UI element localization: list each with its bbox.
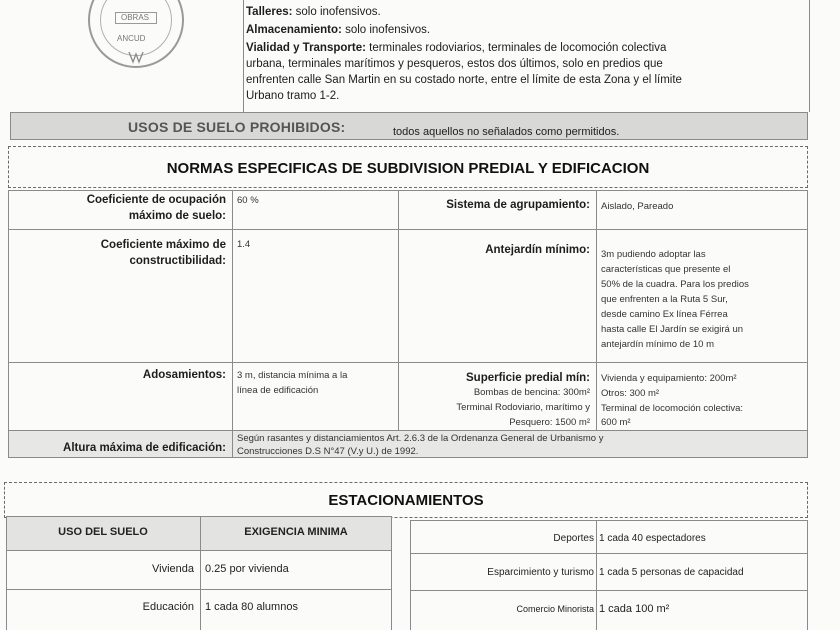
agrupamiento-value: Aislado, Pareado <box>601 201 674 212</box>
signature-mark <box>128 50 146 64</box>
superficie-label: Superficie predial mín: <box>466 372 590 384</box>
uses-vialidad-line3: enfrenten calle San Martin en su costado norte, entre el límite de esta Zona y el límite <box>246 74 682 86</box>
grid-v3 <box>596 190 597 430</box>
agrupamiento-label: Sistema de agrupamiento: <box>446 199 590 211</box>
seal-word-top: OBRAS <box>121 13 150 22</box>
uses-vialidad-line2: urbana, terminales marítimos y pesqueros, estos dos últimos, solo en predios que <box>246 58 663 70</box>
right-row-3-req: 1 cada 100 m² <box>599 603 670 615</box>
left-row-1-req: 0.25 por vivienda <box>205 563 289 575</box>
superficie-right-2: Otros: 300 m² <box>601 388 660 399</box>
parking-right-h2 <box>410 590 808 591</box>
coef-constructibilidad-label-1: Coeficiente máximo de <box>100 239 226 251</box>
coef-ocupacion-value: 60 % <box>237 195 259 206</box>
right-row-2-use: Esparcimiento y turismo <box>487 567 594 578</box>
antejardin-line-5: desde camino Ex línea Férrea <box>601 309 728 320</box>
antejardin-line-3: 50% de la cuadra. Para los predios <box>601 279 749 290</box>
grid-h2 <box>8 362 808 363</box>
col-header-use: USO DEL SUELO <box>58 526 148 538</box>
uses-almacenamiento <box>246 22 806 38</box>
coef-ocupacion-label-2: máximo de suelo: <box>128 210 226 222</box>
superficie-left-3: Pesquero: 1500 m² <box>509 417 590 428</box>
parking-title: ESTACIONAMIENTOS <box>328 492 484 509</box>
vialidad-label: Vialidad y Transporte: <box>246 42 366 54</box>
coef-constructibilidad-value: 1.4 <box>237 239 251 250</box>
right-row-2-req: 1 cada 5 personas de capacidad <box>599 567 744 578</box>
altura-line-2: Construcciones D.S N°47 (V.y U.) de 1992. <box>237 446 419 457</box>
antejardin-label: Antejardín mínimo: <box>485 244 590 256</box>
vialidad-text-1: terminales rodoviarios, terminales de locomoción colectiva <box>369 42 667 54</box>
prohibited-text: todos aquellos no señalados como permitidos. <box>393 126 620 138</box>
talleres-value: solo inofensivos. <box>295 6 381 18</box>
superficie-right-4: 600 m² <box>601 417 631 428</box>
superficie-right-1: Vivienda y equipamiento: 200m² <box>601 373 737 384</box>
antejardin-line-4: que enfrenten a la Ruta 5 Sur, <box>601 294 728 305</box>
grid-v1 <box>232 190 233 458</box>
grid-h1 <box>8 229 808 230</box>
right-row-1-use: Deportes <box>553 533 594 544</box>
superficie-right-3: Terminal de locomoción colectiva: <box>601 403 744 414</box>
grid-h3 <box>8 430 808 431</box>
grid-v2 <box>398 190 399 430</box>
parking-right-h1 <box>410 553 808 554</box>
altura-label: Altura máxima de edificación: <box>63 442 226 454</box>
antejardin-line-7: antejardín mínimo de 10 m <box>601 339 715 350</box>
adosamientos-line-2: línea de edificación <box>237 385 319 396</box>
uses-talleres <box>246 4 806 20</box>
left-row-2-req: 1 cada 80 alumnos <box>205 601 298 613</box>
almacen-value: solo inofensivos. <box>345 24 431 36</box>
parking-left-h1 <box>6 550 392 551</box>
antejardin-line-1: 3m pudiendo adoptar las <box>601 249 706 260</box>
talleres-label: Talleres: <box>246 6 293 18</box>
coef-constructibilidad-label-2: constructibilidad: <box>129 255 226 267</box>
norms-title: NORMAS ESPECIFICAS DE SUBDIVISION PREDIAL Y EDIFICACION <box>166 160 650 177</box>
superficie-left-2: Terminal Rodoviario, marítimo y <box>456 402 590 413</box>
antejardin-line-6: hasta calle El Jardín se exigirá un <box>601 324 744 335</box>
right-row-3-use: Comercio Minorista <box>516 604 594 614</box>
almacen-label: Almacenamiento: <box>246 24 342 36</box>
coef-ocupacion-label-1: Coeficiente de ocupación <box>86 194 226 206</box>
prohibited-title: USOS DE SUELO PROHIBIDOS: <box>128 119 346 135</box>
altura-line-1: Según rasantes y distanciamientos Art. 2.6.3 de la Ordenanza General de Urbanismo y <box>237 433 604 444</box>
uses-vialidad-line4: Urbano tramo 1-2. <box>246 90 340 102</box>
right-row-1-req: 1 cada 40 espectadores <box>599 533 706 544</box>
adosamientos-line-1: 3 m, distancia mínima a la <box>237 370 348 381</box>
parking-left-h2 <box>6 589 392 590</box>
uses-vialidad-line1 <box>246 40 806 56</box>
superficie-left-1: Bombas de bencina: 300m² <box>473 387 590 398</box>
parking-right-divider <box>596 520 597 630</box>
left-row-1-use: Vivienda <box>152 563 194 575</box>
seal-word-bottom: ANCUD <box>117 34 146 43</box>
col-header-requirement: EXIGENCIA MINIMA <box>244 526 348 538</box>
adosamientos-label: Adosamientos: <box>142 369 226 381</box>
antejardin-line-2: características que presente el <box>601 264 731 275</box>
left-row-2-use: Educación <box>142 601 194 613</box>
